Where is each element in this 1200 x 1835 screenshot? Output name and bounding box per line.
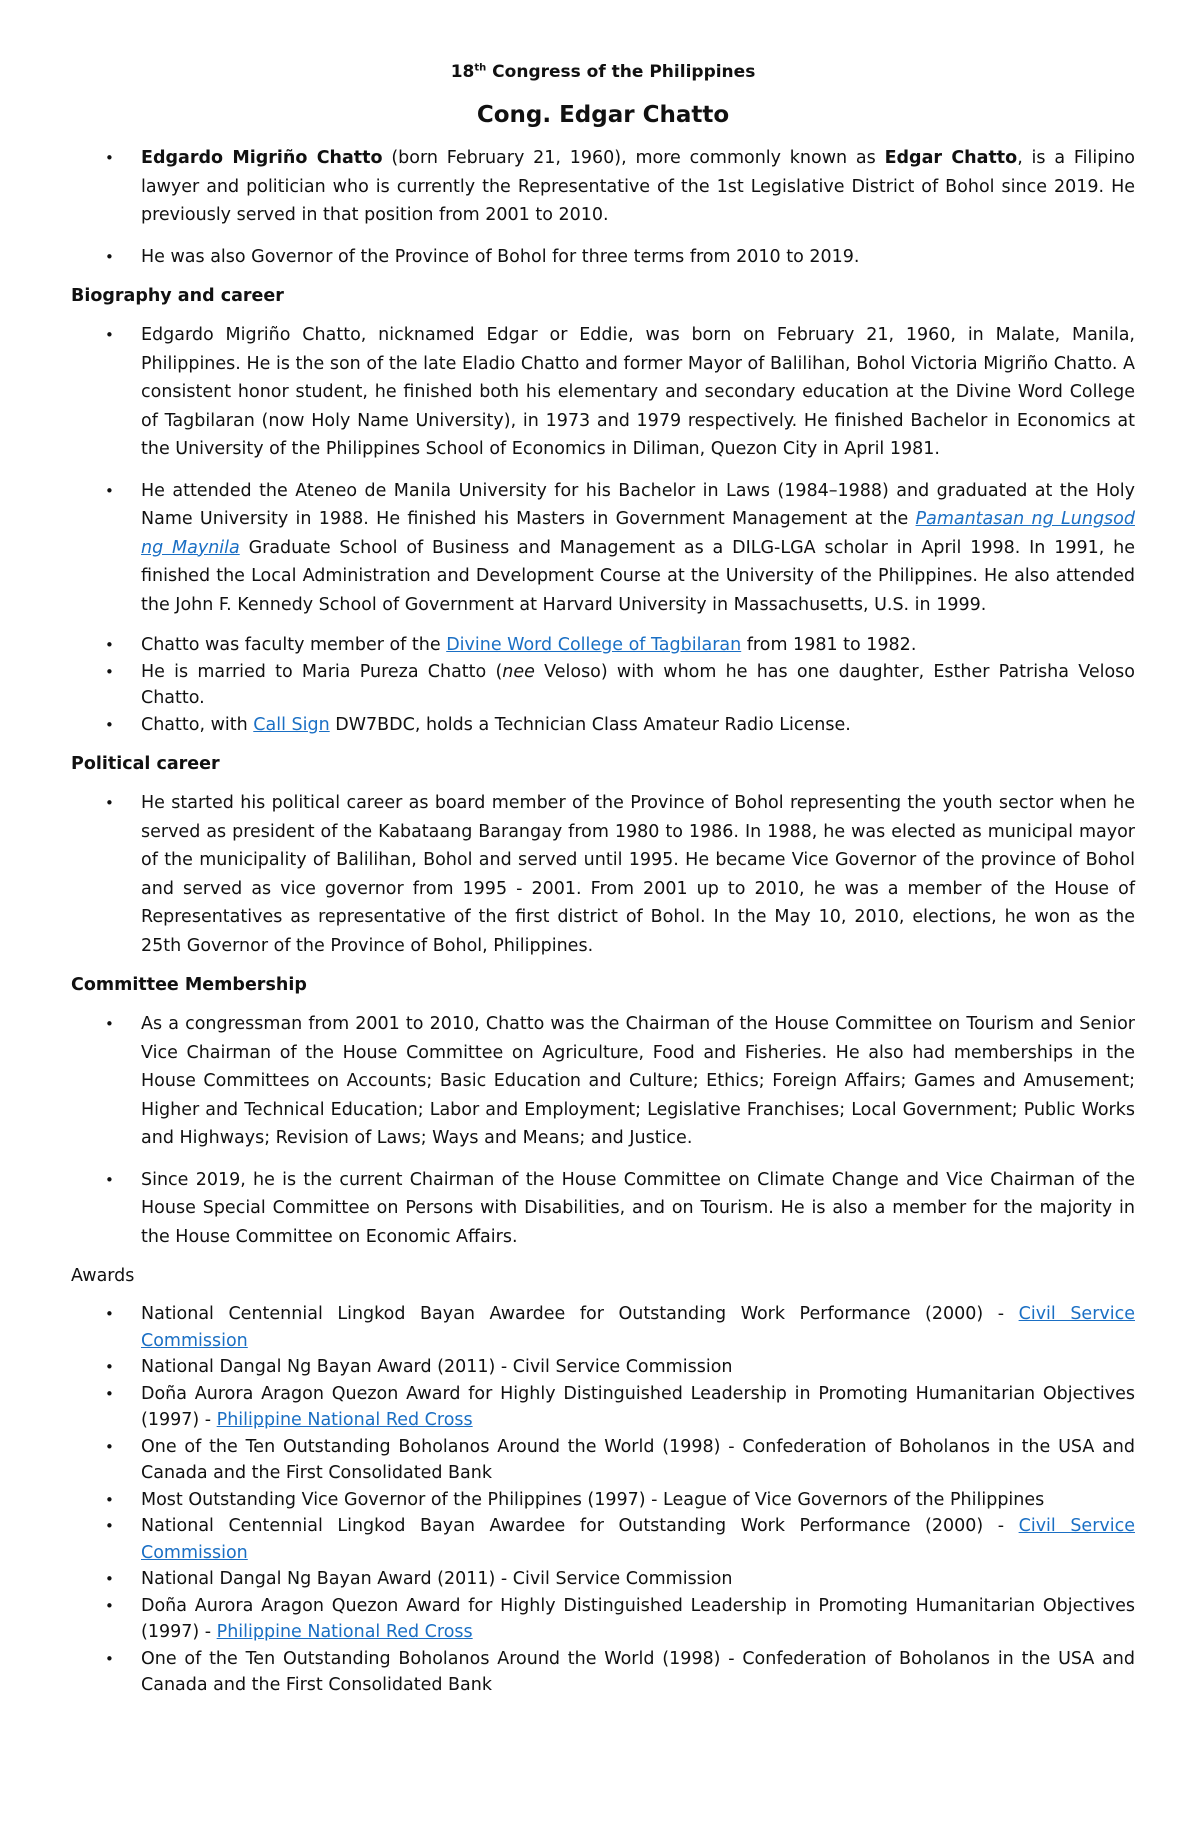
page-title: Cong. Edgar Chatto [476, 102, 730, 128]
award-text: National Centennial Lingkod Bayan Awardee for Outstanding Work Performance (2000) - [141, 1516, 1019, 1536]
award-item [71, 1487, 1135, 1514]
biography-list-2 [71, 632, 1135, 738]
awards-list [71, 1301, 1135, 1699]
list-item: • He was also Governor of the Province of Bohol for three terms from 2010 to 2019. [71, 243, 1135, 272]
intro-list [71, 144, 1135, 271]
list-item: • Since 2019, he is the current Chairman of the House Committee on Climate Change and Vice Chairman of the House Special Committee on Persons with Disabilities, and on Tourism. He is also a member for the majority in the House Committee on Economic Affairs. [71, 1166, 1135, 1252]
award-link[interactable]: Civil Service Commission [141, 1304, 1135, 1351]
section-heading-committee: Committee Membership [71, 975, 307, 995]
award-item [71, 1593, 1135, 1646]
award-item [71, 1646, 1135, 1699]
list-item [71, 477, 1135, 620]
link-call-sign[interactable]: Call Sign [253, 714, 330, 735]
section-heading-biography: Biography and career [71, 286, 284, 306]
biography-list [71, 321, 1135, 619]
award-link[interactable]: Philippine National Red Cross [216, 1410, 473, 1430]
bio-text: He is married to Maria Pureza Chatto ( [141, 661, 503, 682]
list-item [71, 632, 1135, 659]
common-name: Edgar Chatto [884, 148, 1018, 168]
award-item [71, 1513, 1135, 1566]
committee-list [71, 1010, 1135, 1251]
bio-text: Chatto was faculty member of the [141, 635, 447, 655]
bio-text: Graduate School of Business and Management as a DILG-LGA scholar in April 1998. In 1991, he finished the Local Administration and Development Course at the University of the Philippines. He also attended the John F. Kennedy School of Government at Harvard University in Massachusetts, U.S. in 1999. [141, 537, 1136, 615]
link-divine-word-college[interactable]: Divine Word College of Tagbilaran [446, 635, 742, 655]
nee-italic: nee [502, 661, 535, 682]
award-text: National Dangal Ng Bayan Award (2011) - Civil Service Commission [141, 1357, 733, 1377]
link-plm[interactable]: Pamantasan ng Lungsod ng Maynila [141, 509, 1135, 558]
congress-number: 18 [450, 62, 475, 82]
award-text: Most Outstanding Vice Governor of the Philippines (1997) - League of Vice Governors of the Philippines [141, 1489, 1045, 1510]
award-item [71, 1381, 1135, 1434]
list-item: • As a congressman from 2001 to 2010, Chatto was the Chairman of the House Committee on Tourism and Senior Vice Chairman of the House Committee on Agriculture, Food and Fisheries. He also had memberships in the House Committees on Accounts; Basic Education and Culture; Ethics; Foreign Affairs; Games and Amusement; Higher and Technical Education; Labor and Employment; Legislative Franchises; Local Government; Public Works and Highways; Revision of Laws; Ways and Means; and Justice. [71, 1010, 1135, 1153]
list-item: • Edgardo Migriño Chatto, nicknamed Edgar or Eddie, was born on February 21, 1960, in Malate, Manila, Philippines. He is the son of the late Eladio Chatto and former Mayor of Balilihan, Bohol Victoria Migriño Chatto. A consistent honor student, he finished both his elementary and secondary education at the Divine Word College of Tagbilaran (now Holy Name University), in 1973 and 1979 respectively. He finished Bachelor in Economics at the University of the Philippines School of Economics in Diliman, Quezon City in April 1981. [71, 321, 1135, 464]
full-name: Edgardo Migriño Chatto [141, 148, 383, 168]
section-heading-political: Political career [71, 754, 220, 774]
award-text: National Centennial Lingkod Bayan Awardee for Outstanding Work Performance (2000) - [141, 1304, 1019, 1324]
bio-text: DW7BDC, holds a Technician Class Amateur Radio License. [329, 714, 851, 735]
award-link[interactable]: Civil Service Commission [141, 1516, 1135, 1563]
award-text: Doña Aurora Aragon Quezon Award for Highly Distinguished Leadership in Promoting Humanitarian Objectives (1997) - [141, 1595, 1135, 1642]
award-item [71, 1354, 1135, 1381]
intro-text: , is a Filipino lawyer and politician who is currently the Representative of the 1st Legislative District of Bohol since 2019. He previously served in that position from 2001 to 2010. [141, 148, 1135, 225]
list-item [71, 144, 1135, 230]
list-item: • He started his political career as board member of the Province of Bohol representing the youth sector when he served as president of the Kabataang Barangay from 1980 to 1986. In 1988, he was elected as municipal mayor of the municipality of Balilihan, Bohol and served until 1995. He became Vice Governor of the province of Bohol and served as vice governor from 1995 - 2001. From 2001 up to 2010, he was a member of the House of Representatives as representative of the first district of Bohol. In the May 10, 2010, elections, he won as the 25th Governor of the Province of Bohol, Philippines. [71, 789, 1135, 960]
congress-heading-rest: Congress of the Philippines [486, 62, 756, 82]
award-item [71, 1434, 1135, 1487]
award-text: Doña Aurora Aragon Quezon Award for Highly Distinguished Leadership in Promoting Humanitarian Objectives (1997) - [141, 1383, 1135, 1430]
bio-text: Chatto, with [141, 714, 254, 735]
bio-text: Veloso) with whom he has one daughter, Esther Patrisha Veloso Chatto. [141, 661, 1135, 708]
award-text: National Dangal Ng Bayan Award (2011) - Civil Service Commission [141, 1569, 733, 1589]
congress-ordinal-suffix: th [474, 62, 487, 74]
political-list [71, 789, 1135, 960]
bio-text: He attended the Ateneo de Manila University for his Bachelor in Laws (1984–1988) and graduated at the Holy Name University in 1988. He finished his Masters in Government Management at the [141, 480, 1135, 529]
award-item [71, 1301, 1135, 1354]
list-item [71, 659, 1135, 712]
bio-text: from 1981 to 1982. [741, 635, 917, 655]
list-item [71, 712, 1135, 739]
award-link[interactable]: Philippine National Red Cross [216, 1622, 473, 1642]
section-heading-awards: Awards [71, 1266, 135, 1286]
intro-text: (born February 21, 1960), more commonly known as [382, 148, 885, 168]
award-item [71, 1566, 1135, 1593]
award-text: One of the Ten Outstanding Boholanos Around the World (1998) - Confederation of Boholanos in the USA and Canada and the First Consolidated Bank [141, 1436, 1135, 1483]
award-text: One of the Ten Outstanding Boholanos Around the World (1998) - Confederation of Boholanos in the USA and Canada and the First Consolidated Bank [141, 1648, 1135, 1695]
congress-heading [71, 62, 1135, 82]
